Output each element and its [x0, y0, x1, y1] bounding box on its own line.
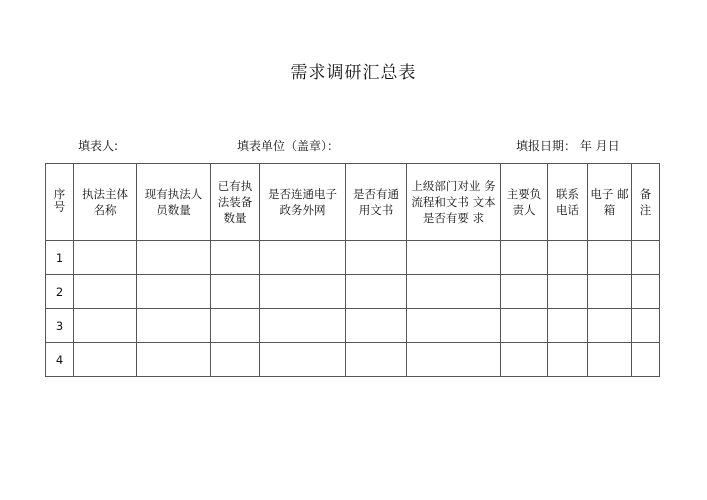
- filler-label: 填表人:: [78, 139, 119, 153]
- header-label: 序号: [52, 187, 67, 213]
- table-cell: [407, 241, 501, 275]
- survey-table: [45, 163, 660, 377]
- table-cell: [588, 343, 632, 377]
- table-cell: [501, 275, 548, 309]
- table-cell: [211, 275, 260, 309]
- header-cell-egov: [260, 164, 346, 241]
- table-cell: [346, 241, 407, 275]
- header-label: 是否有通 用文书: [353, 187, 399, 217]
- header-cell-manager: [501, 164, 548, 241]
- header-cell-email: [588, 164, 632, 241]
- row-number-cell: 4: [46, 343, 74, 377]
- row-number-cell: 1: [46, 241, 74, 275]
- header-cell-agency: [74, 164, 137, 241]
- table-cell: [137, 309, 211, 343]
- table-cell: [588, 275, 632, 309]
- header-label: 上级部门对业 务 流程和文书 文本 是否有要 求: [411, 179, 496, 225]
- row-number-cell: 2: [46, 275, 74, 309]
- table-cell: [407, 309, 501, 343]
- table-cell: [548, 275, 588, 309]
- header-label: 已有执 法装备 数量: [217, 179, 253, 225]
- table-row: [46, 343, 660, 377]
- table-cell: [211, 241, 260, 275]
- header-label: 执法主体 名称: [82, 187, 128, 217]
- date-label: 填报日期： 年 月日: [516, 139, 620, 153]
- table-cell: [260, 241, 346, 275]
- table-cell: [260, 309, 346, 343]
- table-row: [46, 309, 660, 343]
- table-cell: [407, 343, 501, 377]
- table-cell: [260, 343, 346, 377]
- table-cell: [501, 309, 548, 343]
- table-cell: [211, 343, 260, 377]
- unit-label: 填表单位（盖章）：: [237, 139, 340, 153]
- table-cell: [346, 309, 407, 343]
- table-cell: [137, 275, 211, 309]
- header-label: 联系 电话: [556, 187, 579, 217]
- table-cell: [501, 343, 548, 377]
- table-cell: [588, 241, 632, 275]
- table-cell: [260, 275, 346, 309]
- table-cell: [632, 309, 660, 343]
- header-label: 电子 邮 箱: [590, 187, 629, 217]
- table-cell: [632, 241, 660, 275]
- table-cell: [548, 343, 588, 377]
- header-label: 是否连通电子 政务外网: [268, 187, 337, 217]
- table-row: [46, 275, 660, 309]
- header-cell-docs: [346, 164, 407, 241]
- table-cell: [346, 343, 407, 377]
- table-cell: [632, 275, 660, 309]
- table-cell: [407, 275, 501, 309]
- table-cell: [211, 309, 260, 343]
- table-cell: [74, 343, 137, 377]
- table-cell: [74, 275, 137, 309]
- row-number-cell: 3: [46, 309, 74, 343]
- header-label: 现有执法人 员数量: [144, 187, 203, 217]
- header-label: 主要负 责人: [506, 187, 542, 217]
- table-row: [46, 241, 660, 275]
- table-cell: [548, 309, 588, 343]
- table-cell: [74, 241, 137, 275]
- table-cell: [137, 343, 211, 377]
- table-cell: [137, 241, 211, 275]
- header-cell-staff: [137, 164, 211, 241]
- table-cell: [548, 241, 588, 275]
- table-cell: [588, 309, 632, 343]
- header-row: [46, 164, 660, 241]
- table-cell: [501, 241, 548, 275]
- header-cell-phone: [548, 164, 588, 241]
- table-cell: [74, 309, 137, 343]
- header-cell-remarks: [632, 164, 660, 241]
- table-cell: [632, 343, 660, 377]
- header-cell-requirements: [407, 164, 501, 241]
- document-title: 需求调研汇总表: [290, 63, 417, 83]
- header-cell-seq: [46, 164, 74, 241]
- header-label: 备 注: [639, 187, 652, 217]
- header-cell-equipment: [211, 164, 260, 241]
- table-cell: [346, 275, 407, 309]
